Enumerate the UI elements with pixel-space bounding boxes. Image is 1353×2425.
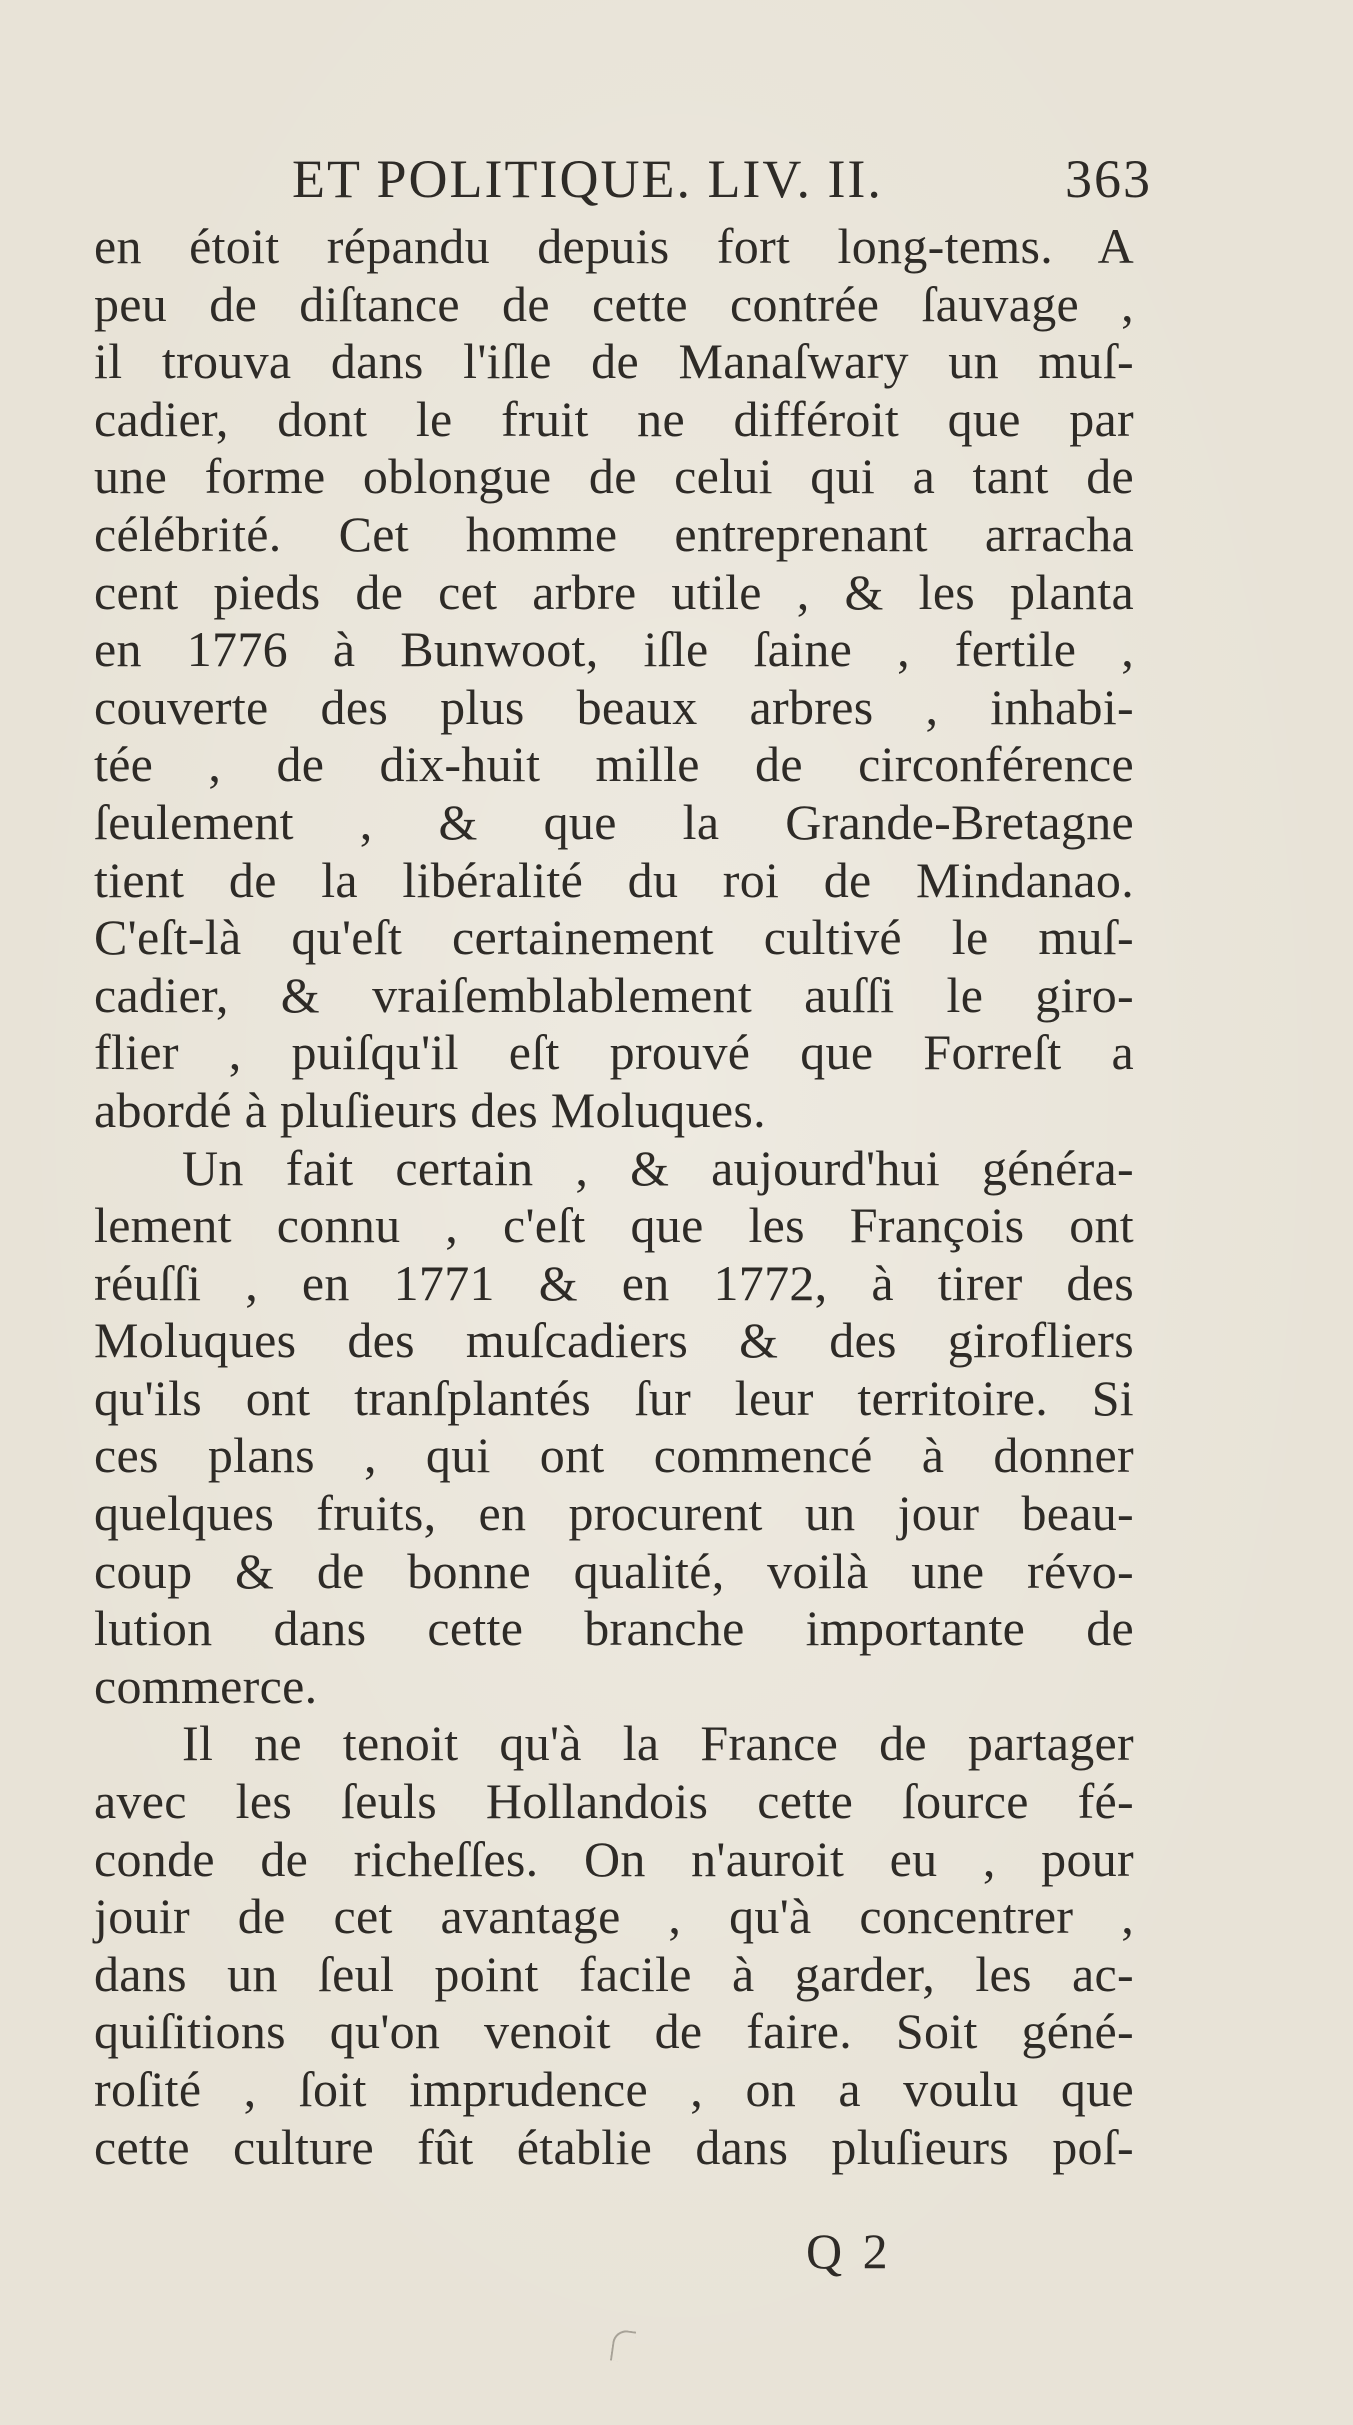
text-line: cadier, & vraiſemblablement auſſi le giro-	[94, 966, 1134, 1023]
text-line: flier , puiſqu'il eſt prouvé que Forreſt a	[94, 1024, 1134, 1081]
text-line: quelques fruits, en procurent un jour beau-	[94, 1485, 1134, 1542]
running-head	[292, 148, 1152, 218]
text-line: en 1776 à Bunwoot, iſle ſaine , fertile ,	[94, 621, 1134, 678]
text-line: lement connu , c'eſt que les François ont	[94, 1197, 1134, 1254]
text-line: tient de la libéralité du roi de Mindanao.	[94, 851, 1134, 908]
text-line: cadier, dont le fruit ne différoit que par	[94, 390, 1134, 447]
page-number: 363	[1065, 149, 1152, 209]
text-line: ſeulement , & que la Grande-Bretagne	[94, 793, 1134, 850]
paragraph-end-line: abordé à pluſieurs des Moluques.	[94, 1081, 766, 1138]
text-line: tée , de dix-huit mille de circonférence	[94, 736, 1134, 793]
text-line: peu de diſtance de cette contrée ſauvage ,	[94, 275, 1134, 332]
text-line: dans un ſeul point facile à garder, les ac-	[94, 1945, 1134, 2002]
text-line: couverte des plus beaux arbres , inhabi-	[94, 678, 1134, 735]
paragraph-start-line: Il ne tenoit qu'à la France de partager	[182, 1715, 1134, 1772]
body-text	[94, 218, 1134, 2176]
text-line: cette culture fût établie dans pluſieurs poſ-	[94, 2118, 1134, 2175]
text-line: lution dans cette branche importante de	[94, 1600, 1134, 1657]
text-line: il trouva dans l'iſle de Manaſwary un muſ-	[94, 333, 1134, 390]
text-line: une forme oblongue de celui qui a tant de	[94, 448, 1134, 505]
running-title: ET POLITIQUE. LIV. II.	[292, 149, 883, 209]
stray-ink-mark	[610, 2329, 636, 2364]
text-line: roſité , ſoit imprudence , on a voulu que	[94, 2061, 1134, 2117]
text-line: Moluques des muſcadiers & des girofliers	[94, 1312, 1134, 1369]
text-line: C'eſt-là qu'eſt certainement cultivé le muſ-	[94, 909, 1134, 966]
text-line: avec les ſeuls Hollandois cette ſource fé-	[94, 1773, 1134, 1830]
text-line: réuſſi , en 1771 & en 1772, à tirer des	[94, 1254, 1134, 1311]
signature-mark: Q 2	[806, 2223, 892, 2279]
paragraph-end-line: commerce.	[94, 1657, 318, 1714]
text-line: célébrité. Cet homme entreprenant arracha	[94, 505, 1134, 562]
text-line: quiſitions qu'on venoit de faire. Soit géné-	[94, 2003, 1134, 2060]
text-line: cent pieds de cet arbre utile , & les planta	[94, 563, 1134, 620]
text-line: en étoit répandu depuis fort long-tems. A	[94, 218, 1134, 274]
text-line: ces plans , qui ont commencé à donner	[94, 1427, 1134, 1484]
text-line: qu'ils ont tranſplantés ſur leur territoire. Si	[94, 1369, 1134, 1426]
text-line: conde de richeſſes. On n'auroit eu , pour	[94, 1830, 1134, 1887]
text-line: jouir de cet avantage , qu'à concentrer ,	[94, 1888, 1134, 1945]
text-line: coup & de bonne qualité, voilà une révo-	[94, 1542, 1134, 1599]
paragraph-start-line: Un fait certain , & aujourd'hui généra-	[182, 1139, 1134, 1196]
